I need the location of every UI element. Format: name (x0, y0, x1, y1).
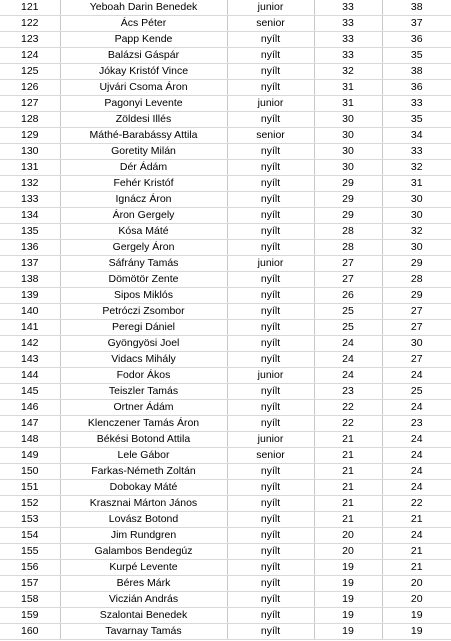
name-cell[interactable]: Jim Rundgren (60, 528, 227, 544)
table-row[interactable] (0, 304, 451, 320)
category-cell[interactable]: junior (227, 432, 314, 448)
category-cell[interactable]: nyílt (227, 112, 314, 128)
name-cell[interactable]: Kurpé Levente (60, 560, 227, 576)
name-cell[interactable]: Dér Ádám (60, 160, 227, 176)
rank-cell[interactable]: 126 (0, 80, 60, 96)
total-cell[interactable]: 35 (382, 112, 451, 128)
total-cell[interactable]: 27 (382, 304, 451, 320)
category-cell[interactable]: nyílt (227, 160, 314, 176)
category-cell[interactable]: nyílt (227, 624, 314, 640)
category-cell[interactable]: nyílt (227, 192, 314, 208)
category-cell[interactable]: nyílt (227, 528, 314, 544)
table-row[interactable] (0, 544, 451, 560)
name-cell[interactable]: Yeboah Darin Benedek (60, 0, 227, 16)
total-cell[interactable]: 19 (382, 624, 451, 640)
name-cell[interactable]: Farkas-Németh Zoltán (60, 464, 227, 480)
rank-cell[interactable]: 158 (0, 592, 60, 608)
rank-cell[interactable]: 122 (0, 16, 60, 32)
table-row[interactable] (0, 576, 451, 592)
score-cell[interactable]: 19 (314, 576, 382, 592)
score-cell[interactable]: 33 (314, 32, 382, 48)
total-cell[interactable]: 23 (382, 416, 451, 432)
table-row[interactable] (0, 128, 451, 144)
rank-cell[interactable]: 150 (0, 464, 60, 480)
score-cell[interactable]: 29 (314, 208, 382, 224)
total-cell[interactable]: 33 (382, 96, 451, 112)
category-cell[interactable]: nyílt (227, 464, 314, 480)
score-cell[interactable]: 29 (314, 192, 382, 208)
name-cell[interactable]: Jókay Kristóf Vince (60, 64, 227, 80)
table-row[interactable] (0, 368, 451, 384)
category-cell[interactable]: nyílt (227, 544, 314, 560)
total-cell[interactable]: 30 (382, 240, 451, 256)
category-cell[interactable]: nyílt (227, 416, 314, 432)
name-cell[interactable]: Papp Kende (60, 32, 227, 48)
category-cell[interactable]: nyílt (227, 576, 314, 592)
rank-cell[interactable]: 129 (0, 128, 60, 144)
category-cell[interactable]: nyílt (227, 64, 314, 80)
total-cell[interactable]: 25 (382, 384, 451, 400)
category-cell[interactable]: nyílt (227, 32, 314, 48)
score-cell[interactable]: 30 (314, 160, 382, 176)
total-cell[interactable]: 30 (382, 336, 451, 352)
table-row[interactable] (0, 560, 451, 576)
rank-cell[interactable]: 134 (0, 208, 60, 224)
total-cell[interactable]: 38 (382, 64, 451, 80)
name-cell[interactable]: Sáfrány Tamás (60, 256, 227, 272)
total-cell[interactable]: 37 (382, 16, 451, 32)
rank-cell[interactable]: 140 (0, 304, 60, 320)
name-cell[interactable]: Sipos Miklós (60, 288, 227, 304)
category-cell[interactable]: nyílt (227, 144, 314, 160)
table-row[interactable] (0, 320, 451, 336)
total-cell[interactable]: 22 (382, 496, 451, 512)
rank-cell[interactable]: 135 (0, 224, 60, 240)
rank-cell[interactable]: 130 (0, 144, 60, 160)
name-cell[interactable]: Szalontai Benedek (60, 608, 227, 624)
rank-cell[interactable]: 124 (0, 48, 60, 64)
name-cell[interactable]: Teiszler Tamás (60, 384, 227, 400)
total-cell[interactable]: 28 (382, 272, 451, 288)
rank-cell[interactable]: 141 (0, 320, 60, 336)
name-cell[interactable]: Máthé-Barabássy Attila (60, 128, 227, 144)
category-cell[interactable]: nyílt (227, 592, 314, 608)
score-cell[interactable]: 22 (314, 400, 382, 416)
rank-cell[interactable]: 131 (0, 160, 60, 176)
rank-cell[interactable]: 147 (0, 416, 60, 432)
category-cell[interactable]: nyílt (227, 400, 314, 416)
category-cell[interactable]: nyílt (227, 48, 314, 64)
score-cell[interactable]: 22 (314, 416, 382, 432)
total-cell[interactable]: 33 (382, 144, 451, 160)
rank-cell[interactable]: 127 (0, 96, 60, 112)
total-cell[interactable]: 29 (382, 288, 451, 304)
total-cell[interactable]: 21 (382, 560, 451, 576)
score-cell[interactable]: 33 (314, 48, 382, 64)
score-cell[interactable]: 32 (314, 64, 382, 80)
total-cell[interactable]: 24 (382, 480, 451, 496)
table-row[interactable] (0, 256, 451, 272)
rank-cell[interactable]: 121 (0, 0, 60, 16)
name-cell[interactable]: Áron Gergely (60, 208, 227, 224)
rank-cell[interactable]: 136 (0, 240, 60, 256)
rank-cell[interactable]: 128 (0, 112, 60, 128)
table-row[interactable] (0, 64, 451, 80)
score-cell[interactable]: 30 (314, 128, 382, 144)
table-row[interactable] (0, 240, 451, 256)
name-cell[interactable]: Peregi Dániel (60, 320, 227, 336)
score-cell[interactable]: 25 (314, 320, 382, 336)
category-cell[interactable]: junior (227, 368, 314, 384)
name-cell[interactable]: Viczián András (60, 592, 227, 608)
rank-cell[interactable]: 132 (0, 176, 60, 192)
table-row[interactable] (0, 48, 451, 64)
score-cell[interactable]: 20 (314, 544, 382, 560)
category-cell[interactable]: nyílt (227, 352, 314, 368)
score-cell[interactable]: 33 (314, 16, 382, 32)
table-row[interactable] (0, 480, 451, 496)
rank-cell[interactable]: 154 (0, 528, 60, 544)
score-cell[interactable]: 24 (314, 368, 382, 384)
score-cell[interactable]: 29 (314, 176, 382, 192)
rank-cell[interactable]: 160 (0, 624, 60, 640)
name-cell[interactable]: Kósa Máté (60, 224, 227, 240)
score-cell[interactable]: 33 (314, 0, 382, 16)
rank-cell[interactable]: 153 (0, 512, 60, 528)
score-cell[interactable]: 24 (314, 336, 382, 352)
rank-cell[interactable]: 142 (0, 336, 60, 352)
total-cell[interactable]: 19 (382, 608, 451, 624)
rank-cell[interactable]: 125 (0, 64, 60, 80)
rank-cell[interactable]: 139 (0, 288, 60, 304)
rank-cell[interactable]: 159 (0, 608, 60, 624)
rank-cell[interactable]: 148 (0, 432, 60, 448)
score-cell[interactable]: 21 (314, 448, 382, 464)
category-cell[interactable]: nyílt (227, 320, 314, 336)
total-cell[interactable]: 24 (382, 368, 451, 384)
table-row[interactable] (0, 448, 451, 464)
name-cell[interactable]: Goretity Milán (60, 144, 227, 160)
score-cell[interactable]: 27 (314, 256, 382, 272)
score-cell[interactable]: 31 (314, 96, 382, 112)
rank-cell[interactable]: 143 (0, 352, 60, 368)
name-cell[interactable]: Balázsi Gáspár (60, 48, 227, 64)
total-cell[interactable]: 32 (382, 160, 451, 176)
category-cell[interactable]: junior (227, 0, 314, 16)
total-cell[interactable]: 34 (382, 128, 451, 144)
score-cell[interactable]: 28 (314, 224, 382, 240)
score-cell[interactable]: 21 (314, 512, 382, 528)
table-row[interactable] (0, 208, 451, 224)
category-cell[interactable]: junior (227, 256, 314, 272)
category-cell[interactable]: nyílt (227, 304, 314, 320)
name-cell[interactable]: Ujvári Csoma Áron (60, 80, 227, 96)
category-cell[interactable]: senior (227, 128, 314, 144)
category-cell[interactable]: nyílt (227, 176, 314, 192)
score-cell[interactable]: 25 (314, 304, 382, 320)
table-row[interactable] (0, 192, 451, 208)
name-cell[interactable]: Zöldesi Illés (60, 112, 227, 128)
total-cell[interactable]: 24 (382, 528, 451, 544)
table-row[interactable] (0, 96, 451, 112)
total-cell[interactable]: 24 (382, 432, 451, 448)
total-cell[interactable]: 20 (382, 592, 451, 608)
total-cell[interactable]: 35 (382, 48, 451, 64)
table-row[interactable] (0, 144, 451, 160)
score-cell[interactable]: 28 (314, 240, 382, 256)
category-cell[interactable]: nyílt (227, 272, 314, 288)
name-cell[interactable]: Vidacs Mihály (60, 352, 227, 368)
score-cell[interactable]: 30 (314, 144, 382, 160)
score-cell[interactable]: 20 (314, 528, 382, 544)
category-cell[interactable]: nyílt (227, 496, 314, 512)
table-row[interactable] (0, 224, 451, 240)
total-cell[interactable]: 36 (382, 32, 451, 48)
rank-cell[interactable]: 155 (0, 544, 60, 560)
name-cell[interactable]: Tavarnay Tamás (60, 624, 227, 640)
table-row[interactable] (0, 80, 451, 96)
name-cell[interactable]: Ortner Ádám (60, 400, 227, 416)
name-cell[interactable]: Galambos Bendegúz (60, 544, 227, 560)
category-cell[interactable]: nyílt (227, 208, 314, 224)
score-cell[interactable]: 30 (314, 112, 382, 128)
rank-cell[interactable]: 152 (0, 496, 60, 512)
category-cell[interactable]: junior (227, 96, 314, 112)
total-cell[interactable]: 27 (382, 320, 451, 336)
category-cell[interactable]: nyílt (227, 224, 314, 240)
rank-cell[interactable]: 144 (0, 368, 60, 384)
table-row[interactable] (0, 400, 451, 416)
total-cell[interactable]: 31 (382, 176, 451, 192)
table-row[interactable] (0, 288, 451, 304)
score-cell[interactable]: 21 (314, 480, 382, 496)
table-row[interactable] (0, 16, 451, 32)
total-cell[interactable]: 30 (382, 208, 451, 224)
name-cell[interactable]: Lovász Botond (60, 512, 227, 528)
score-cell[interactable]: 31 (314, 80, 382, 96)
table-row[interactable] (0, 384, 451, 400)
table-row[interactable] (0, 528, 451, 544)
table-row[interactable] (0, 496, 451, 512)
name-cell[interactable]: Béres Márk (60, 576, 227, 592)
rank-cell[interactable]: 123 (0, 32, 60, 48)
total-cell[interactable]: 24 (382, 464, 451, 480)
category-cell[interactable]: nyílt (227, 560, 314, 576)
name-cell[interactable]: Dobokay Máté (60, 480, 227, 496)
total-cell[interactable]: 32 (382, 224, 451, 240)
category-cell[interactable]: nyílt (227, 384, 314, 400)
category-cell[interactable]: senior (227, 448, 314, 464)
category-cell[interactable]: nyílt (227, 288, 314, 304)
table-row[interactable] (0, 512, 451, 528)
total-cell[interactable]: 24 (382, 400, 451, 416)
table-row[interactable] (0, 592, 451, 608)
name-cell[interactable]: Gergely Áron (60, 240, 227, 256)
table-row[interactable] (0, 352, 451, 368)
name-cell[interactable]: Klenczener Tamás Áron (60, 416, 227, 432)
rank-cell[interactable]: 145 (0, 384, 60, 400)
rank-cell[interactable]: 133 (0, 192, 60, 208)
score-cell[interactable]: 21 (314, 496, 382, 512)
name-cell[interactable]: Ács Péter (60, 16, 227, 32)
table-row[interactable] (0, 464, 451, 480)
category-cell[interactable]: nyílt (227, 480, 314, 496)
total-cell[interactable]: 29 (382, 256, 451, 272)
rank-cell[interactable]: 149 (0, 448, 60, 464)
table-row[interactable] (0, 336, 451, 352)
total-cell[interactable]: 21 (382, 512, 451, 528)
name-cell[interactable]: Gyöngyösi Joel (60, 336, 227, 352)
total-cell[interactable]: 30 (382, 192, 451, 208)
total-cell[interactable]: 36 (382, 80, 451, 96)
name-cell[interactable]: Pagonyi Levente (60, 96, 227, 112)
category-cell[interactable]: nyílt (227, 608, 314, 624)
category-cell[interactable]: nyílt (227, 240, 314, 256)
name-cell[interactable]: Ignácz Áron (60, 192, 227, 208)
table-row[interactable] (0, 416, 451, 432)
score-cell[interactable]: 21 (314, 432, 382, 448)
rank-cell[interactable]: 151 (0, 480, 60, 496)
category-cell[interactable]: senior (227, 16, 314, 32)
name-cell[interactable]: Fehér Kristóf (60, 176, 227, 192)
score-cell[interactable]: 19 (314, 624, 382, 640)
score-cell[interactable]: 23 (314, 384, 382, 400)
score-cell[interactable]: 19 (314, 592, 382, 608)
score-cell[interactable]: 19 (314, 560, 382, 576)
total-cell[interactable]: 38 (382, 0, 451, 16)
table-row[interactable] (0, 160, 451, 176)
total-cell[interactable]: 21 (382, 544, 451, 560)
table-row[interactable] (0, 624, 451, 640)
table-row[interactable] (0, 272, 451, 288)
total-cell[interactable]: 24 (382, 448, 451, 464)
table-row[interactable] (0, 608, 451, 624)
table-row[interactable] (0, 0, 451, 16)
category-cell[interactable]: nyílt (227, 512, 314, 528)
name-cell[interactable]: Fodor Ákos (60, 368, 227, 384)
score-cell[interactable]: 27 (314, 272, 382, 288)
name-cell[interactable]: Dömötör Zente (60, 272, 227, 288)
name-cell[interactable]: Krasznai Márton János (60, 496, 227, 512)
rank-cell[interactable]: 157 (0, 576, 60, 592)
table-row[interactable] (0, 176, 451, 192)
score-cell[interactable]: 24 (314, 352, 382, 368)
rank-cell[interactable]: 137 (0, 256, 60, 272)
category-cell[interactable]: nyílt (227, 80, 314, 96)
name-cell[interactable]: Békési Botond Attila (60, 432, 227, 448)
score-cell[interactable]: 21 (314, 464, 382, 480)
table-row[interactable] (0, 432, 451, 448)
name-cell[interactable]: Lele Gábor (60, 448, 227, 464)
table-row[interactable] (0, 32, 451, 48)
rank-cell[interactable]: 146 (0, 400, 60, 416)
table-row[interactable] (0, 112, 451, 128)
total-cell[interactable]: 20 (382, 576, 451, 592)
score-cell[interactable]: 26 (314, 288, 382, 304)
name-cell[interactable]: Petróczi Zsombor (60, 304, 227, 320)
rank-cell[interactable]: 156 (0, 560, 60, 576)
total-cell[interactable]: 27 (382, 352, 451, 368)
score-cell[interactable]: 19 (314, 608, 382, 624)
category-cell[interactable]: nyílt (227, 336, 314, 352)
rank-cell[interactable]: 138 (0, 272, 60, 288)
